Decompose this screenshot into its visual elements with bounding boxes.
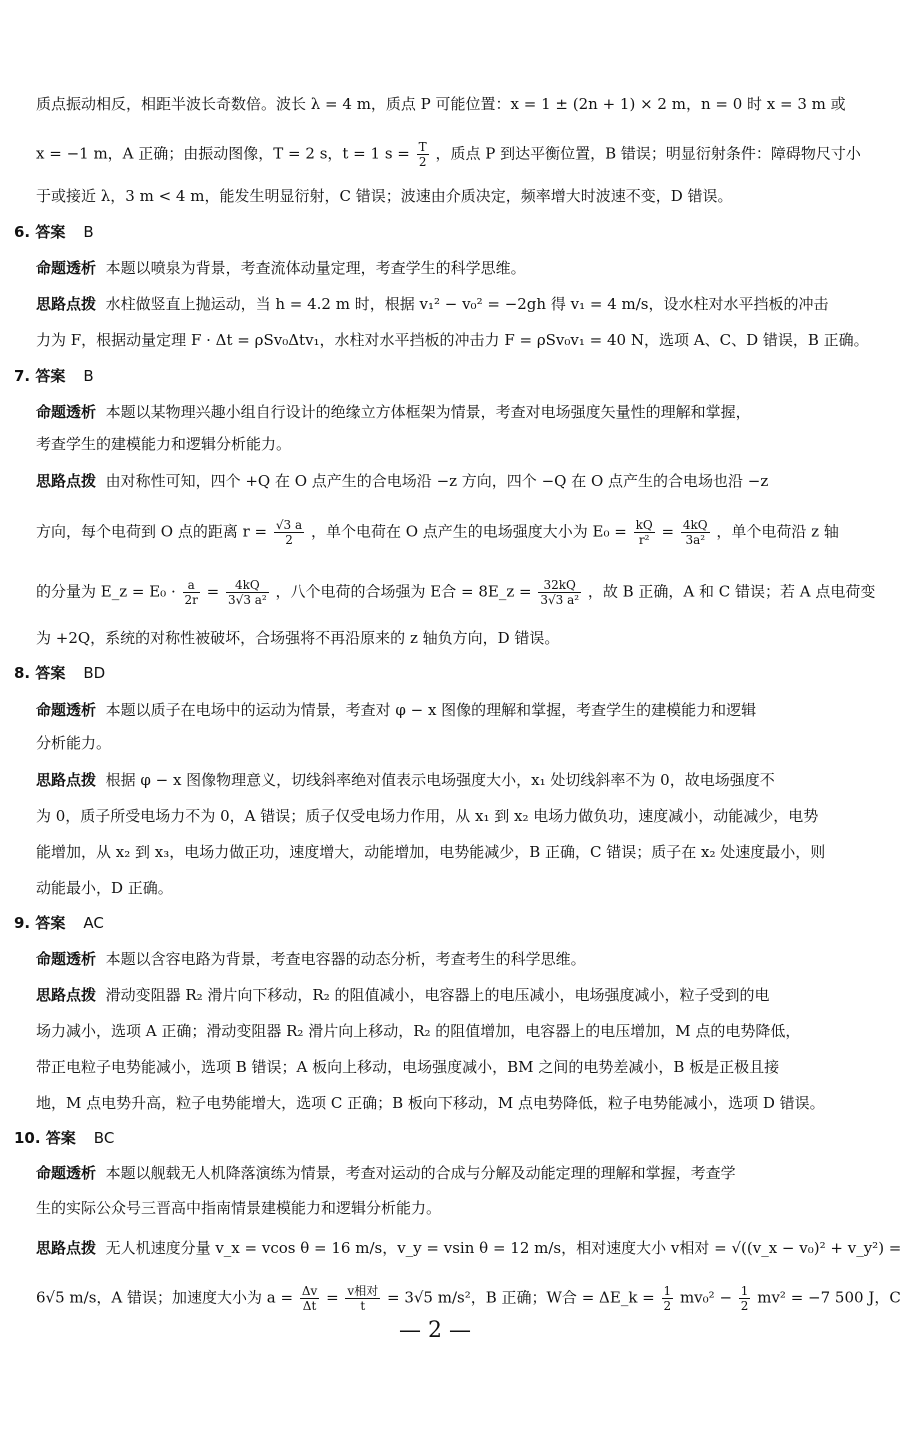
section-label: 思路点拨 — [36, 295, 97, 313]
text-line — [36, 1284, 901, 1313]
question-number: 7. 答案 — [14, 367, 66, 385]
fraction — [417, 140, 429, 169]
text-line: 分析能力。 — [36, 734, 112, 752]
section-label: 命题透析 — [36, 950, 97, 968]
fraction — [681, 518, 710, 547]
text-span: 本题以喷泉为背景，考查流体动量定理，考查学生的科学思维。 — [105, 259, 526, 277]
fraction — [634, 518, 655, 547]
text-line — [36, 578, 875, 607]
text-span: 本题以含容电路为背景，考查电容器的动态分析，考查考生的科学思维。 — [105, 950, 586, 968]
text-span: mv₀² − — [679, 1288, 733, 1307]
text-span: = — [206, 582, 220, 601]
answer-value: BC — [93, 1129, 115, 1147]
text-line: 动能最小，D 正确。 — [36, 879, 173, 897]
hint-line — [36, 471, 768, 491]
fraction-numerator: kQ — [635, 518, 653, 532]
section-label: 命题透析 — [36, 259, 97, 277]
answer-value: B — [83, 367, 94, 385]
text-line — [36, 518, 839, 547]
fraction — [538, 578, 581, 607]
analysis-line — [36, 949, 586, 969]
text-span: 根据 φ − x 图像物理意义，切线斜率绝对值表示电场强度大小，x₁ 处切线斜率不为 0，故电场强度不 — [105, 771, 775, 789]
text-line: 为 +2Q，系统的对称性被破坏，合场强将不再沿原来的 z 轴负方向，D 错误。 — [36, 629, 560, 647]
text-line: 力为 F，根据动量定理 F · Δt = ρSv₀Δtv₁，水柱对水平挡板的冲击力 F = ρSv₀v₁ = 40 N，选项 A、C、D 错误，B 正确。 — [36, 331, 869, 349]
fraction-denominator: r² — [638, 533, 650, 547]
text-line: 为 0，质子所受电场力不为 0，A 错误；质子仅受电场力作用，从 x₁ 到 x₂ 电场力做负功，速度减小，动能减少，电势 — [36, 807, 819, 825]
text-line: 质点振动相反，相距半波长奇数倍。波长 λ = 4 m，质点 P 可能位置：x = 1 ± (2n + 1) × 2 m，n = 0 时 x = 3 m 或 — [36, 95, 846, 113]
analysis-line — [36, 700, 756, 720]
fraction-numerator: 32kQ — [538, 578, 581, 593]
fraction-denominator: 3√3 a² — [540, 593, 580, 607]
analysis-line — [36, 1163, 736, 1183]
answer-heading-7 — [14, 366, 94, 386]
text-span: mv² = −7 500 J，C — [757, 1288, 901, 1307]
text-span: 水柱做竖直上抛运动，当 h = 4.2 m 时，根据 v₁² − v₀² = −2gh 得 v₁ = 4 m/s，设水柱对水平挡板的冲击 — [105, 295, 829, 313]
text-line: 考查学生的建模能力和逻辑分析能力。 — [36, 435, 292, 453]
section-label: 思路点拨 — [36, 1239, 97, 1257]
text-line: 于或接近 λ，3 m < 4 m，能发生明显衍射，C 错误；波速由介质决定，频率增大时波速不变，D 错误。 — [36, 187, 733, 205]
text-span: = — [661, 522, 675, 541]
fraction-numerator: 4kQ — [226, 578, 269, 593]
fraction-denominator: 2 — [418, 155, 427, 169]
section-label: 命题透析 — [36, 1164, 97, 1182]
fraction-denominator: 3√3 a² — [228, 593, 267, 607]
fraction-numerator: 1 — [740, 1284, 749, 1298]
text-span: 滑动变阻器 R₂ 滑片向下移动，R₂ 的阻值减小，电容器上的电压减小，电场强度减小，粒子受到的电 — [105, 986, 770, 1004]
fraction-numerator: a — [183, 578, 200, 593]
question-number: 6. 答案 — [14, 223, 66, 241]
text-line: 场力减小，选项 A 正确；滑动变阻器 R₂ 滑片向上移动，R₂ 的阻值增加，电容器上的电压增加，M 点的电势降低， — [36, 1022, 801, 1040]
fraction-numerator: 4kQ — [682, 518, 708, 532]
text-span: ，八个电荷的合场强为 E合 = 8E_z = — [275, 582, 532, 601]
fraction — [300, 1284, 319, 1313]
text-line: 能增加，从 x₂ 到 x₃，电场力做正功，速度增大，动能增加，电势能减少，B 正确，C 错误；质子在 x₂ 处速度最小，则 — [36, 843, 826, 861]
question-number: 9. 答案 — [14, 914, 66, 932]
fraction — [183, 578, 200, 607]
fraction-numerator: T — [418, 140, 427, 154]
text-span: x = −1 m，A 正确；由振动图像，T = 2 s，t = 1 s = — [36, 144, 410, 163]
answer-value: BD — [83, 664, 106, 682]
text-span: ，单个电荷沿 z 轴 — [716, 522, 839, 541]
section-label: 思路点拨 — [36, 771, 97, 789]
answer-heading-6 — [14, 222, 94, 242]
fraction-numerator: √3 a — [275, 518, 303, 532]
fraction-denominator: 2 — [285, 533, 293, 547]
fraction — [739, 1284, 751, 1313]
section-label: 思路点拨 — [36, 472, 97, 490]
answer-heading-8 — [14, 663, 105, 683]
fraction-denominator: t — [360, 1299, 366, 1313]
analysis-line — [36, 258, 526, 278]
fraction — [226, 578, 269, 607]
fraction — [662, 1284, 674, 1313]
text-span: 本题以舰载无人机降落演练为情景，考查对运动的合成与分解及动能定理的理解和掌握，考查学 — [105, 1164, 736, 1182]
text-span: ，质点 P 到达平衡位置，B 错误；明显衍射条件：障碍物尺寸小 — [435, 144, 861, 163]
fraction-denominator: Δt — [302, 1299, 317, 1313]
fraction-denominator: 2r — [184, 593, 198, 607]
fraction-denominator: 3a² — [685, 533, 706, 547]
section-label: 思路点拨 — [36, 986, 97, 1004]
question-number: 8. 答案 — [14, 664, 66, 682]
fraction-denominator: 2 — [740, 1299, 749, 1313]
analysis-line — [36, 402, 751, 422]
answer-value: AC — [83, 914, 104, 932]
hint-line — [36, 985, 770, 1005]
fraction-numerator: Δv — [301, 1284, 318, 1298]
question-number: 10. 答案 — [14, 1129, 76, 1147]
text-span: 6√5 m/s，A 错误；加速度大小为 a = — [36, 1288, 294, 1307]
fraction-denominator: 2 — [663, 1299, 672, 1313]
text-span: 本题以质子在电场中的运动为情景，考查对 φ − x 图像的理解和掌握，考查学生的建模能力和逻辑 — [105, 701, 757, 719]
hint-line — [36, 770, 775, 790]
text-line: 地，M 点电势升高，粒子电势能增大，选项 C 正确；B 板向下移动，M 点电势降低，粒子电势能减小，选项 D 错误。 — [36, 1094, 825, 1112]
answer-heading-10 — [14, 1128, 114, 1148]
section-label: 命题透析 — [36, 403, 97, 421]
answer-heading-9 — [14, 913, 104, 933]
hint-line — [36, 1238, 901, 1258]
text-span: 无人机速度分量 v_x = vcos θ = 16 m/s，v_y = vsin θ = 12 m/s，相对速度大小 v相对 = √((v_x − v₀)² + v_y²) = — [105, 1239, 901, 1257]
text-span: = — [326, 1288, 339, 1307]
text-span: ，故 B 正确，A 和 C 错误；若 A 点电荷变 — [587, 582, 876, 601]
fraction — [345, 1284, 380, 1313]
text-span: = 3√5 m/s²，B 正确；W合 = ΔE_k = — [386, 1288, 655, 1307]
text-span: 的分量为 E_z = E₀ · — [36, 582, 176, 601]
page-number: — 2 — — [399, 1318, 471, 1343]
fraction — [274, 518, 304, 547]
fraction-numerator: v相对 — [347, 1284, 379, 1298]
fraction-numerator: 1 — [663, 1284, 672, 1298]
text-span: 方向，每个电荷到 O 点的距离 r = — [36, 522, 268, 541]
section-label: 命题透析 — [36, 701, 97, 719]
text-span: 本题以某物理兴趣小组自行设计的绝缘立方体框架为情景，考查对电场强度矢量性的理解和掌握， — [105, 403, 751, 421]
text-line: 带正电粒子电势能减小，选项 B 错误；A 板向上移动，电场强度减小，BM 之间的电势差减小，B 板是正极且接 — [36, 1058, 780, 1076]
text-line: 生的实际公众号三晋高中指南情景建模能力和逻辑分析能力。 — [36, 1199, 442, 1217]
text-span: ，单个电荷在 O 点产生的电场强度大小为 E₀ = — [310, 522, 627, 541]
hint-line — [36, 294, 828, 314]
answer-value: B — [83, 223, 94, 241]
text-span: 由对称性可知，四个 +Q 在 O 点产生的合电场沿 −z 方向，四个 −Q 在 O 点产生的合电场也沿 −z — [105, 472, 769, 490]
text-line — [36, 140, 861, 169]
